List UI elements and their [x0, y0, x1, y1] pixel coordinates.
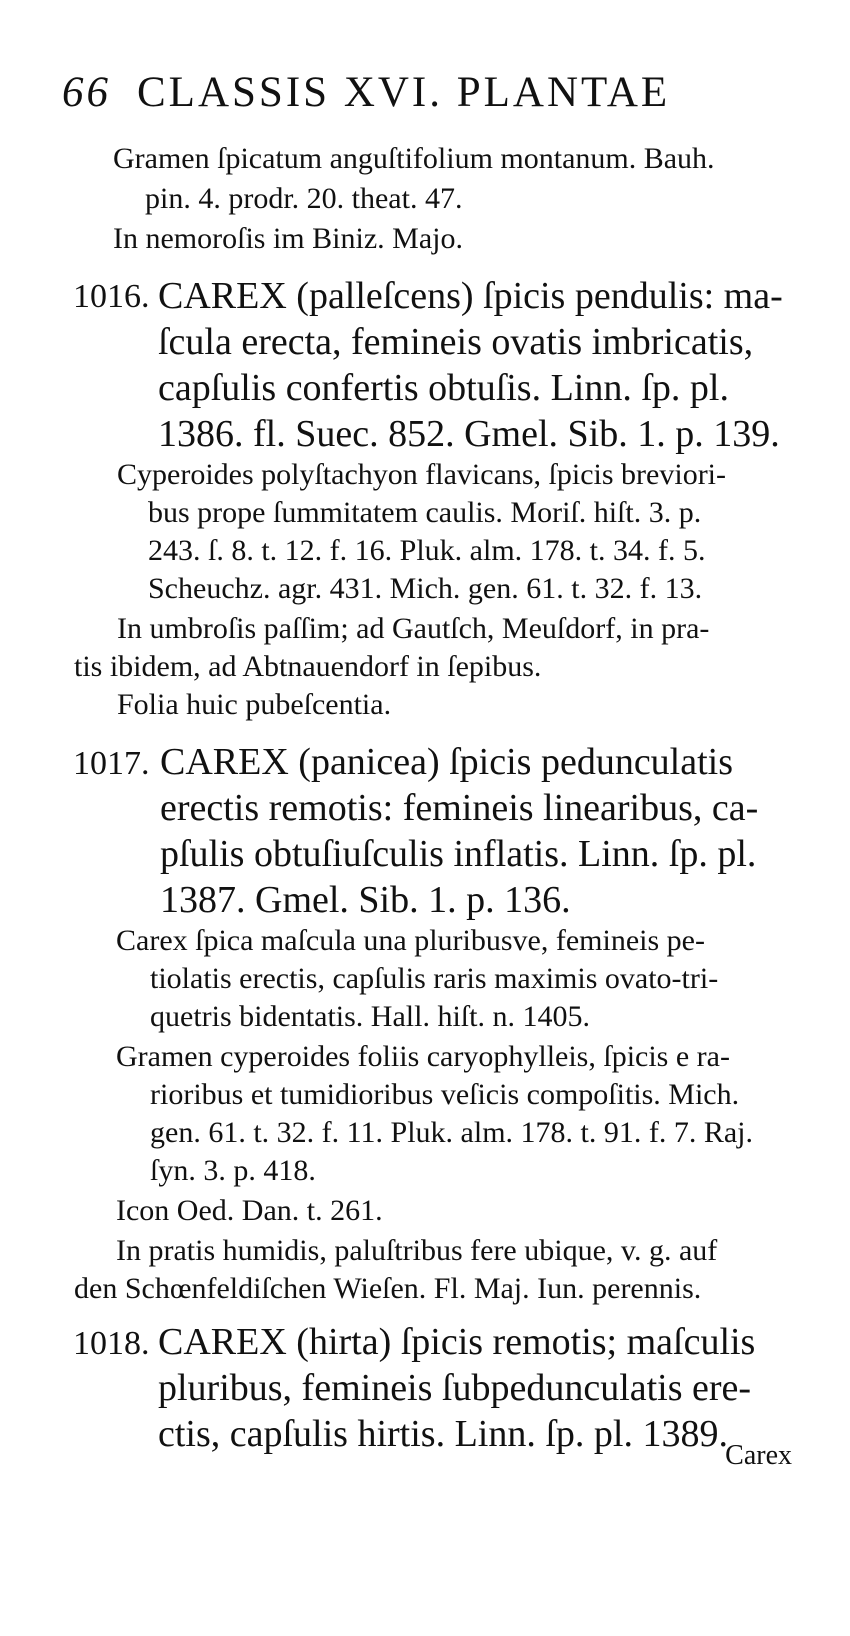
species-number: 1017.: [73, 745, 150, 782]
species-number: 1018.: [73, 1325, 150, 1362]
synonym-line: Carex ſpica maſcula una pluribusve, femineis pe-: [116, 924, 705, 957]
species-description-line: 1386. fl. Suec. 852. Gmel. Sib. 1. p. 139.: [158, 413, 780, 455]
synonym-line: bus prope ſummitatem caulis. Moriſ. hiſt. 3. p.: [148, 496, 702, 529]
species-number: 1016.: [73, 278, 150, 315]
synonym-line: Gramen ſpicatum anguſtifolium montanum. Bauh.: [113, 142, 715, 175]
header-title: CLASSIS XVI. PLANTAE: [137, 69, 671, 116]
synonym-line: In nemoroſis im Biniz. Majo.: [113, 222, 463, 255]
page-number: 66: [62, 69, 111, 116]
species-description-line: capſulis confertis obtuſis. Linn. ſp. pl.: [158, 367, 729, 409]
species-description-line: ſcula erecta, femineis ovatis imbricatis,: [158, 321, 754, 363]
synonym-line: Cyperoides polyſtachyon flavicans, ſpicis breviori-: [117, 458, 727, 491]
synonym-line: Scheuchz. agr. 431. Mich. gen. 61. t. 32. f. 13.: [148, 572, 703, 605]
synonym-line: Gramen cyperoides foliis caryophylleis, ſpicis e ra-: [116, 1040, 730, 1073]
species-description-line: CAREX (panicea) ſpicis pedunculatis: [160, 741, 734, 783]
synonym-line: In umbroſis paſſim; ad Gautſch, Meuſdorf, in pra-: [117, 612, 710, 645]
synonym-line: Icon Oed. Dan. t. 261.: [116, 1194, 383, 1227]
species-description-line: pluribus, femineis ſubpedunculatis ere-: [158, 1367, 752, 1409]
species-description-line: CAREX (hirta) ſpicis remotis; maſculis: [158, 1321, 756, 1363]
species-description-line: 1387. Gmel. Sib. 1. p. 136.: [160, 879, 571, 921]
synonym-line: tis ibidem, ad Abtnauendorf in ſepibus.: [74, 650, 542, 683]
species-description-line: pſulis obtuſiuſculis inflatis. Linn. ſp. pl.: [160, 833, 757, 875]
synonym-line: quetris bidentatis. Hall. hiſt. n. 1405.: [150, 1000, 590, 1033]
species-description-line: erectis remotis: femineis linearibus, ca-: [160, 787, 759, 829]
species-description-line: ctis, capſulis hirtis. Linn. ſp. pl. 1389.: [158, 1413, 728, 1455]
synonym-line: Folia huic pubeſcentia.: [117, 688, 392, 721]
synonym-line: 243. ſ. 8. t. 12. f. 16. Pluk. alm. 178. t. 34. f. 5.: [148, 534, 706, 567]
synonym-line: pin. 4. prodr. 20. theat. 47.: [145, 182, 463, 215]
species-description-line: CAREX (palleſcens) ſpicis pendulis: ma-: [158, 275, 783, 317]
catchword: Carex: [725, 1440, 792, 1471]
synonym-line: In pratis humidis, paluſtribus fere ubique, v. g. auf: [116, 1234, 718, 1267]
synonym-line: tiolatis erectis, capſulis raris maximis ovato-tri-: [150, 962, 719, 995]
synonym-line: rioribus et tumidioribus veſicis compoſitis. Mich.: [150, 1078, 740, 1111]
synonym-line: gen. 61. t. 32. f. 11. Pluk. alm. 178. t. 91. f. 7. Raj.: [150, 1116, 754, 1149]
running-header: [62, 68, 670, 117]
synonym-line: ſyn. 3. p. 418.: [150, 1154, 316, 1187]
synonym-line: den Schœnfeldiſchen Wieſen. Fl. Maj. Iun. perennis.: [74, 1272, 702, 1305]
